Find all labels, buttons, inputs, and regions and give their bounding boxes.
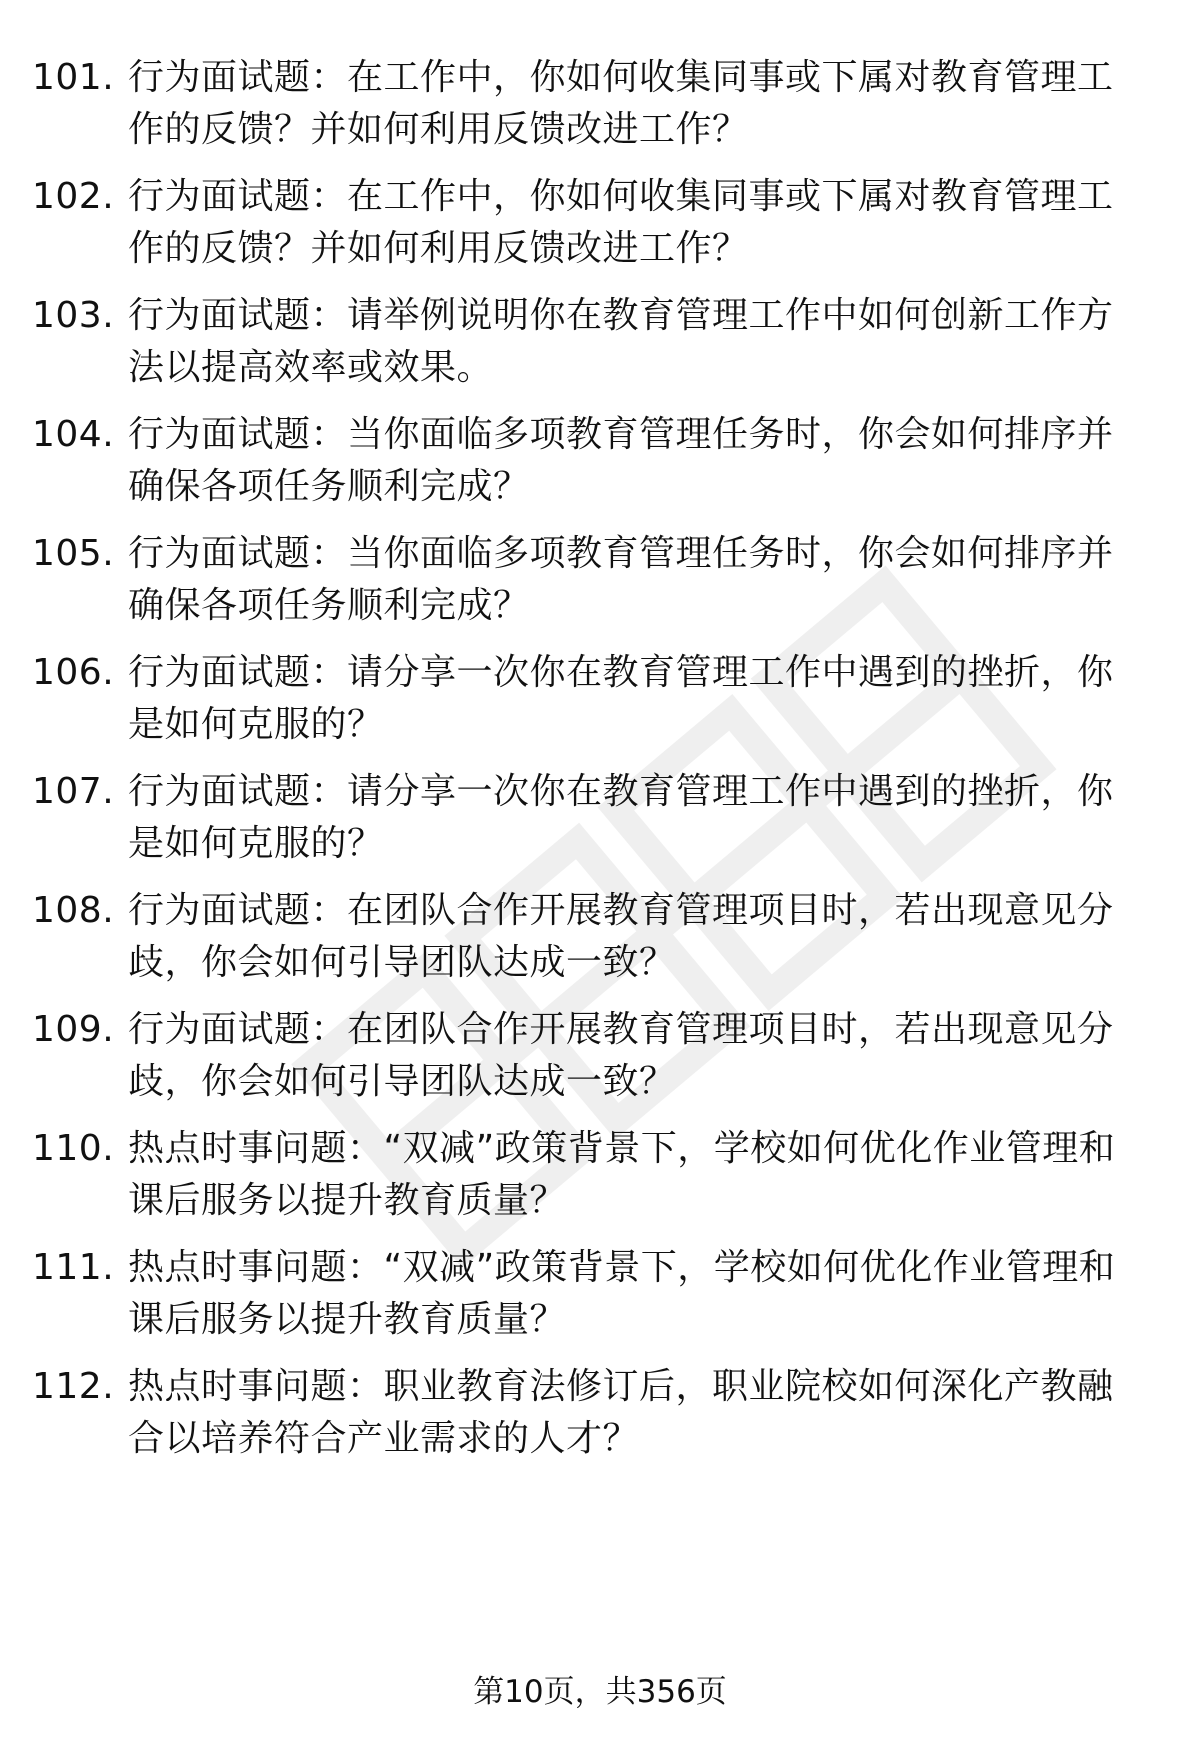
question-text: 行为面试题：请举例说明你在教育管理工作中如何创新工作方法以提高效率或效果。 xyxy=(128,295,1114,388)
question-item xyxy=(0,171,1200,291)
question-text: 行为面试题：在工作中，你如何收集同事或下属对教育管理工作的反馈？并如何利用反馈改进工作？ xyxy=(128,57,1114,150)
question-number: 112. xyxy=(32,1366,115,1407)
question-number: 109. xyxy=(32,1009,115,1050)
question-text: 行为面试题：请分享一次你在教育管理工作中遇到的挫折，你是如何克服的？ xyxy=(128,771,1114,864)
question-item xyxy=(0,290,1200,410)
question-number: 101. xyxy=(32,57,115,98)
question-item xyxy=(0,766,1200,886)
question-item xyxy=(0,647,1200,767)
question-item xyxy=(0,1242,1200,1362)
question-text: 行为面试题：在团队合作开展教育管理项目时，若出现意见分歧，你会如何引导团队达成一致？ xyxy=(128,1009,1114,1102)
question-item xyxy=(0,885,1200,1005)
question-item xyxy=(0,528,1200,648)
question-item xyxy=(0,1004,1200,1124)
question-text: 行为面试题：请分享一次你在教育管理工作中遇到的挫折，你是如何克服的？ xyxy=(128,652,1114,745)
question-number: 106. xyxy=(32,652,115,693)
question-item xyxy=(0,1361,1200,1481)
question-number: 111. xyxy=(32,1247,115,1288)
question-text: 行为面试题：在工作中，你如何收集同事或下属对教育管理工作的反馈？并如何利用反馈改进工作？ xyxy=(128,176,1114,269)
question-number: 110. xyxy=(32,1128,115,1169)
question-text: 热点时事问题：职业教育法修订后，职业院校如何深化产教融合以培养符合产业需求的人才？ xyxy=(128,1366,1114,1459)
question-text: 行为面试题：当你面临多项教育管理任务时，你会如何排序并确保各项任务顺利完成？ xyxy=(128,414,1114,507)
question-item xyxy=(0,1123,1200,1243)
question-text: 热点时事问题：“双减”政策背景下，学校如何优化作业管理和课后服务以提升教育质量？ xyxy=(128,1247,1116,1340)
question-item xyxy=(0,409,1200,529)
question-number: 107. xyxy=(32,771,115,812)
question-number: 104. xyxy=(32,414,115,455)
question-text: 行为面试题：当你面临多项教育管理任务时，你会如何排序并确保各项任务顺利完成？ xyxy=(128,533,1114,626)
question-number: 105. xyxy=(32,533,115,574)
question-number: 102. xyxy=(32,176,115,217)
question-item xyxy=(0,52,1200,172)
question-number: 103. xyxy=(32,295,115,336)
question-text: 热点时事问题：“双减”政策背景下，学校如何优化作业管理和课后服务以提升教育质量？ xyxy=(128,1128,1116,1221)
question-text: 行为面试题：在团队合作开展教育管理项目时，若出现意见分歧，你会如何引导团队达成一致？ xyxy=(128,890,1114,983)
page-number-footer: 第10页，共356页 xyxy=(473,1674,727,1710)
question-number: 108. xyxy=(32,890,115,931)
